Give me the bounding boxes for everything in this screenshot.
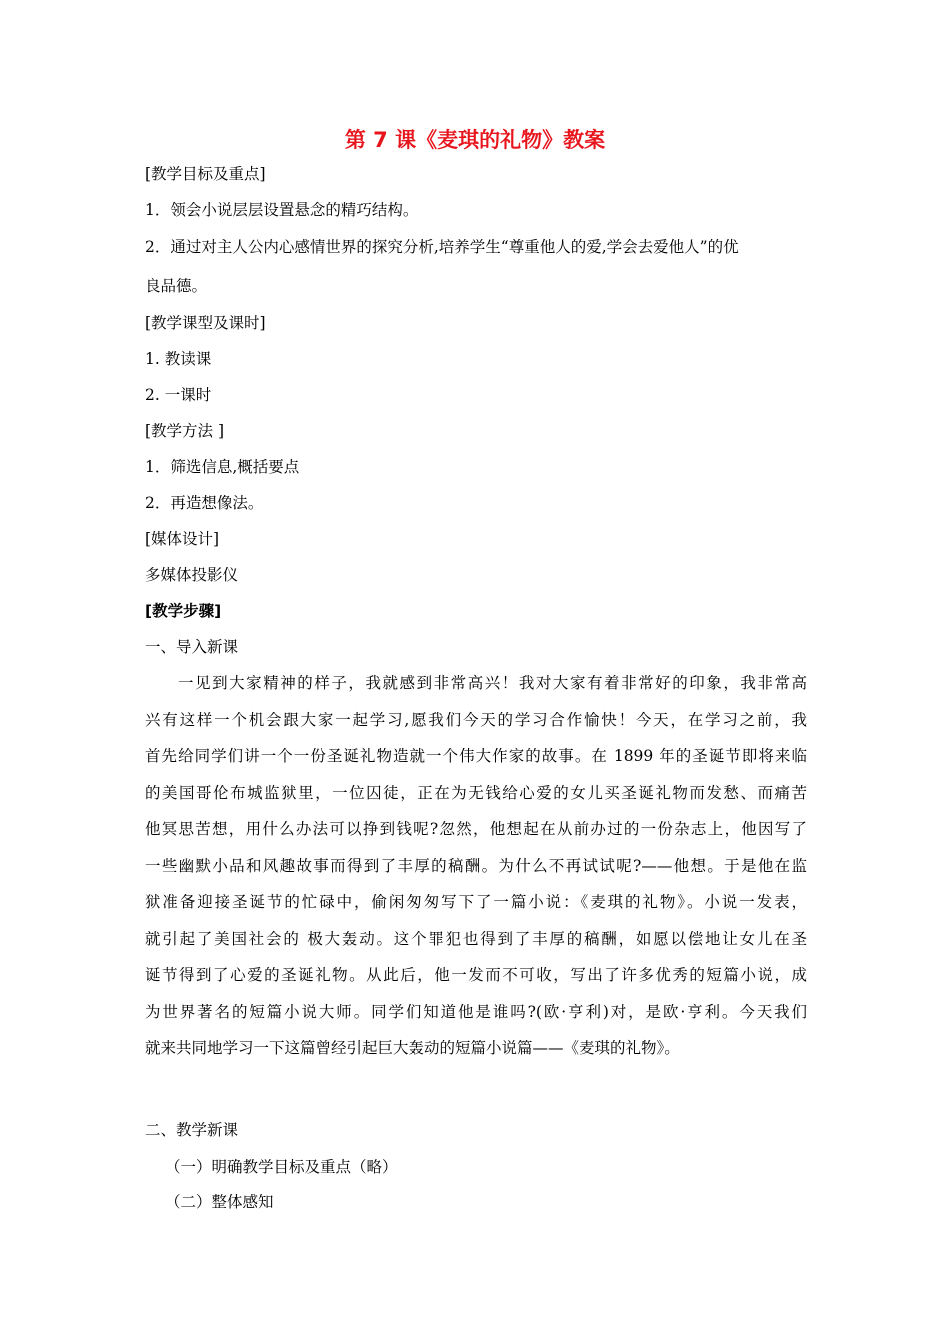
intro-line: 他冥思苦想，用什么办法可以挣到钱呢?忽然，他想起在从前办过的一份杂志上，他因写了 bbox=[145, 820, 807, 838]
page-title: 第 7 课《麦琪的礼物》教案 bbox=[344, 128, 606, 152]
step-2-heading: 二、教学新课 bbox=[145, 1121, 239, 1139]
intro-line: 就来共同地学习一下这篇曾经引起巨大轰动的短篇小说篇——《麦琪的礼物》。 bbox=[145, 1039, 680, 1057]
intro-line: 为世界著名的短篇小说大师。同学们知道他是谁吗?(欧·亨利)对，是欧·亨利。今天我们 bbox=[145, 1002, 807, 1021]
intro-line: 一些幽默小品和风趣故事而得到了丰厚的稿酬。为什么不再试试呢?——他想。于是他在监 bbox=[145, 856, 807, 875]
intro-line: 就引起了美国社会的 极大轰动。这个罪犯也得到了丰厚的稿酬，如愿以偿地让女儿在圣 bbox=[145, 929, 807, 948]
goals-heading: [教学目标及重点] bbox=[145, 165, 266, 183]
intro-line: 的美国哥伦布城监狱里，一位囚徒，正在为无钱给心爱的女儿买圣诞礼物而发愁、而痛苦 bbox=[145, 783, 807, 802]
intro-line: 狱准备迎接圣诞节的忙碌中，偷闲匆匆写下了一篇小说：《麦琪的礼物》。小说一发表， bbox=[145, 893, 807, 911]
media-item-1: 多媒体投影仪 bbox=[145, 566, 239, 584]
type-heading: [教学课型及课时] bbox=[145, 314, 266, 332]
intro-line: 首先给同学们讲一个一份圣诞礼物造就一个伟大作家的故事。在 1899 年的圣诞节即将来临 bbox=[145, 747, 807, 765]
steps-heading: [教学步骤] bbox=[145, 602, 222, 620]
intro-line: 兴有这样一个机会跟大家一起学习,愿我们今天的学习合作愉快！今天，在学习之前，我 bbox=[145, 710, 807, 729]
goal-item-2-line-1: 2．通过对主人公内心感情世界的探究分析,培养学生“尊重他人的爱,学会去爱他人”的优 bbox=[145, 238, 739, 256]
goal-item-1: 1．领会小说层层设置悬念的精巧结构。 bbox=[145, 201, 419, 219]
goal-item-2-line-2: 良品德。 bbox=[145, 277, 208, 295]
step-2-subheading-2: （二）整体感知 bbox=[165, 1193, 274, 1211]
intro-line: 诞节得到了心爱的圣诞礼物。从此后，他一发而不可收，写出了许多优秀的短篇小说，成 bbox=[145, 966, 807, 984]
intro-paragraph bbox=[145, 665, 807, 1067]
method-item-1: 1．筛选信息,概括要点 bbox=[145, 458, 300, 476]
step-2-subheading-1: （一）明确教学目标及重点（略） bbox=[165, 1158, 398, 1176]
method-heading: [教学方法 ] bbox=[145, 422, 225, 440]
media-heading: [媒体设计] bbox=[145, 530, 220, 548]
intro-line: 一见到大家精神的样子，我就感到非常高兴！我对大家有着非常好的印象，我非常高 bbox=[178, 674, 807, 692]
method-item-2: 2．再造想像法。 bbox=[145, 494, 264, 512]
type-item-2: 2. 一课时 bbox=[145, 386, 212, 404]
step-1-heading: 一、导入新课 bbox=[145, 638, 239, 656]
type-item-1: 1. 教读课 bbox=[145, 350, 212, 368]
